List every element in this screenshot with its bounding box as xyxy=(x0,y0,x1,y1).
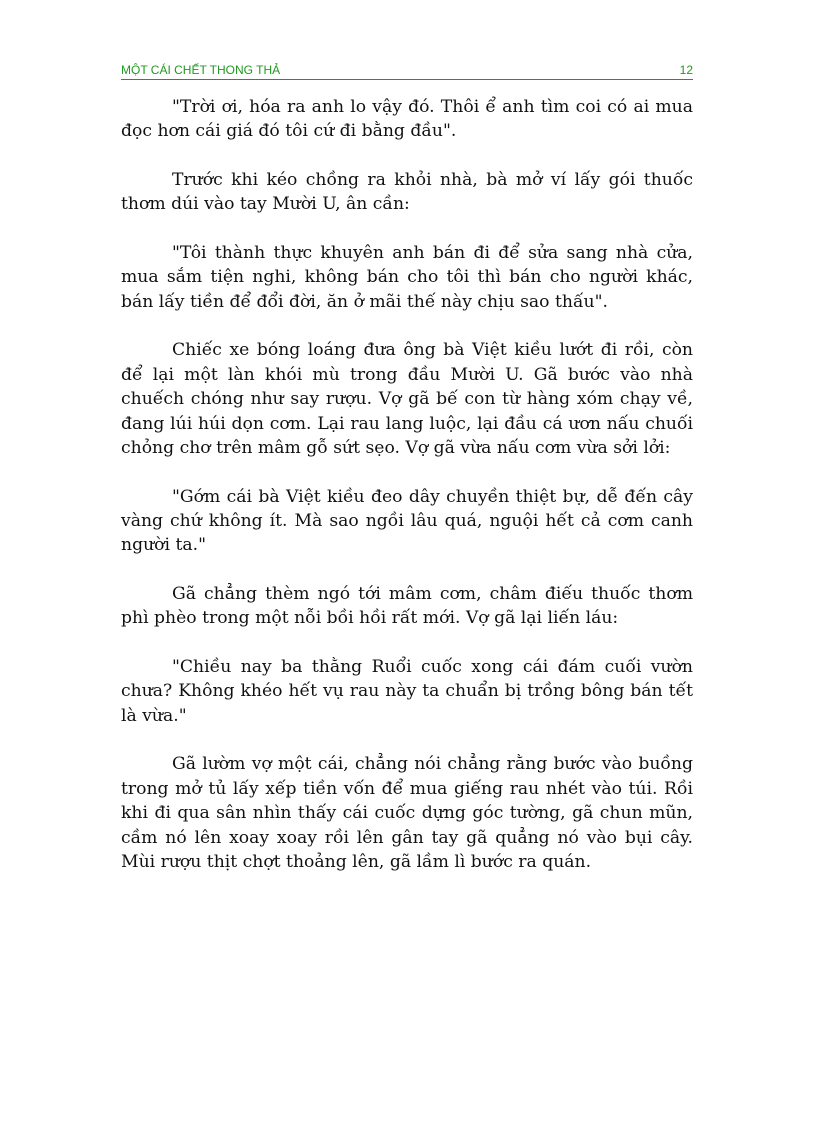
paragraph: Gã chẳng thèm ngó tới mâm cơm, châm điếu thuốc thơm phì phèo trong một nỗi bồi hồi rất mới. Vợ gã lại liến láu: xyxy=(121,584,693,629)
running-title: MỘT CÁI CHẾT THONG THẢ xyxy=(121,63,281,77)
paragraph: "Trời ơi, hóa ra anh lo vậy đó. Thôi ể anh tìm coi có ai mua đọc hơn cái giá đó tôi cứ đi bằng đầu". xyxy=(121,97,693,142)
paragraph: Gã lườm vợ một cái, chẳng nói chẳng rằng bước vào buồng trong mở tủ lấy xếp tiền vốn để mua giếng rau nhét vào túi. Rồi khi đi qua sân nhìn thấy cái cuốc dựng góc tường, gã chun mũn, cầm nó lên xoay xoay rồi lên gân tay gã quẳng nó vào bụi cây. Mùi rượu thịt chợt thoảng lên, gã lầm lì bước ra quán. xyxy=(121,754,693,873)
paragraph: "Gớm cái bà Việt kiều đeo dây chuyền thiệt bự, dễ đến cây vàng chứ không ít. Mà sao ngồi lâu quá, nguội hết cả cơm canh người ta." xyxy=(121,486,693,556)
paragraph: "Tôi thành thực khuyên anh bán đi để sửa sang nhà cửa, mua sắm tiện nghi, không bán cho tôi thì bán cho người khác, bán lấy tiền để đổi đời, ăn ở mãi thế này chịu sao thấu". xyxy=(121,243,693,312)
paragraph: Chiếc xe bóng loáng đưa ông bà Việt kiều lướt đi rồi, còn để lại một làn khói mù trong đầu Mười U. Gã bước vào nhà chuếch chóng như say rượu. Vợ gã bế con từ hàng xóm chạy về, đang lúi húi dọn cơm. Lại rau lang luộc, lại đầu cá ươn nấu chuối chỏng chơ trên mâm gỗ sứt sẹo. Vợ gã vừa nấu cơm vừa sởi lởi: xyxy=(121,340,693,459)
page-header xyxy=(121,62,693,80)
paragraph: Trước khi kéo chồng ra khỏi nhà, bà mở ví lấy gói thuốc thơm dúi vào tay Mười U, ân cần: xyxy=(121,170,693,215)
body-text xyxy=(121,95,693,899)
paragraph: "Chiều nay ba thằng Ruổi cuốc xong cái đám cuối vườn chưa? Không khéo hết vụ rau này ta chuẩn bị trồng bông bán tết là vừa." xyxy=(121,657,693,726)
page-number: 12 xyxy=(679,63,693,77)
